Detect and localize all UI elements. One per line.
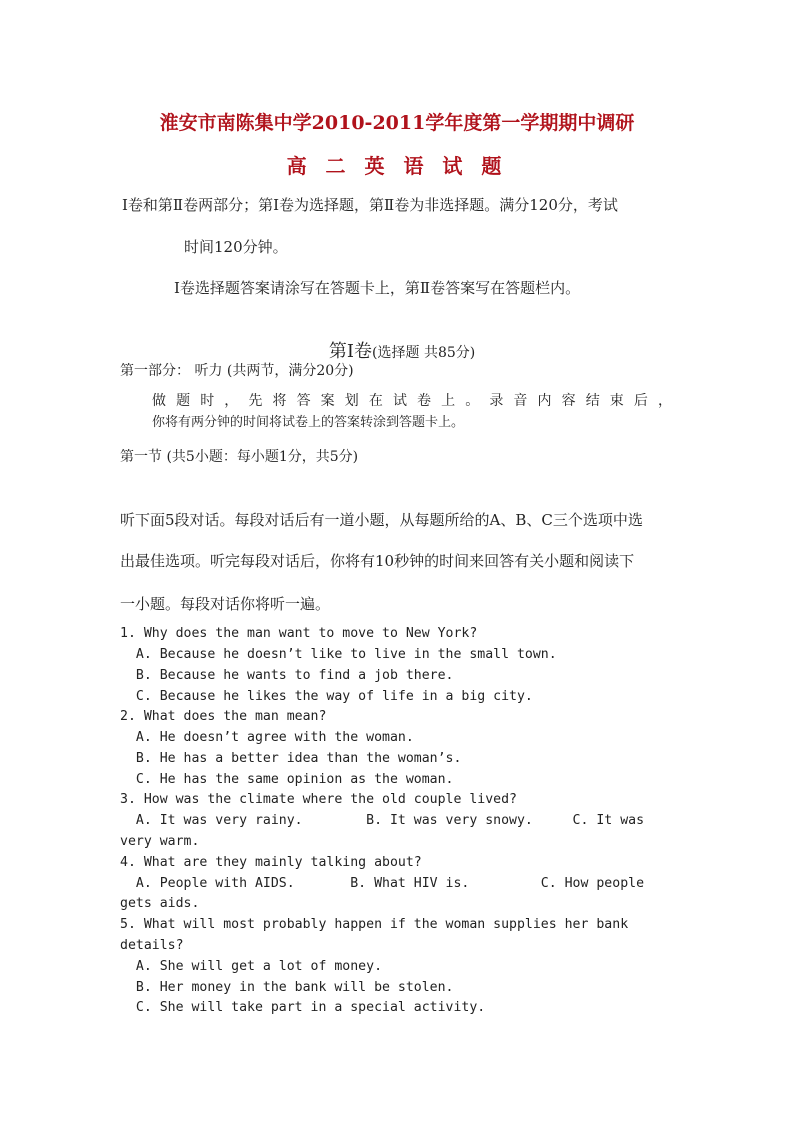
- section1-para-1: 听下面5段对话。每段对话后有一道小题，从每题所给的A、B、C三个选项中选: [120, 511, 643, 529]
- question-5-option-b: B. Her money in the bank will be stolen.: [120, 980, 454, 995]
- question-3: 3. How was the climate where the old couple lived?: [120, 792, 517, 807]
- volume-note: (选择题 共85分): [372, 345, 476, 361]
- question-3-options: A. It was very rainy. B. It was very snowy. C. It was: [120, 813, 645, 828]
- exam-subtitle: 高 二 英 语 试 题: [286, 154, 508, 178]
- section1-para-3: 一小题。每段对话你将听一遍。: [120, 595, 331, 613]
- exam-title: 淮安市南陈集中学2010-2011学年度第一学期期中调研: [159, 112, 635, 134]
- question-3-options-cont: very warm.: [120, 834, 200, 849]
- question-1-option-c: C. Because he likes the way of life in a big city.: [120, 689, 533, 704]
- question-4-options-cont: gets aids.: [120, 896, 200, 911]
- section1-para-2: 出最佳选项。听完每段对话后，你将有10秒钟的时间来回答有关小题和阅读下: [120, 552, 635, 570]
- question-5-cont: details?: [120, 938, 184, 953]
- question-2-option-c: C. He has the same opinion as the woman.: [120, 772, 454, 787]
- instruction-line-3: Ⅰ卷选择题答案请涂写在答题卡上，第Ⅱ卷答案写在答题栏内。: [174, 279, 581, 297]
- question-2-option-a: A. He doesn’t agree with the woman.: [120, 730, 414, 745]
- question-4-options: A. People with AIDS. B. What HIV is. C. How people: [120, 876, 645, 891]
- question-2: 2. What does the man mean?: [120, 709, 327, 724]
- section1-heading: 第一节 (共5小题：每小题1分，共5分): [120, 449, 359, 465]
- question-1: 1. Why does the man want to move to New York?: [120, 626, 478, 641]
- question-5-option-a: A. She will get a lot of money.: [120, 959, 383, 974]
- volume-title: 第Ⅰ卷: [328, 341, 373, 362]
- question-5: 5. What will most probably happen if the woman supplies her bank: [120, 917, 629, 932]
- volume-heading: [0, 318, 794, 363]
- question-1-option-a: A. Because he doesn’t like to live in the small town.: [120, 647, 557, 662]
- question-2-option-b: B. He has a better idea than the woman’s.: [120, 751, 462, 766]
- question-5-option-c: C. She will take part in a special activity.: [120, 1000, 486, 1015]
- question-1-option-b: B. Because he wants to find a job there.: [120, 668, 454, 683]
- part1-note-1: 做题时，先将答案划在试卷上。录音内容结束后，: [152, 393, 672, 409]
- instruction-line-1: Ⅰ卷和第Ⅱ卷两部分；第Ⅰ卷为选择题，第Ⅱ卷为非选择题。满分120分，考试: [122, 196, 618, 214]
- part1-note-2: 你将有两分钟的时间将试卷上的答案转涂到答题卡上。: [152, 415, 465, 430]
- instruction-line-2: 时间120分钟。: [184, 238, 288, 256]
- question-4: 4. What are they mainly talking about?: [120, 855, 422, 870]
- part1-heading: 第一部分： 听力 (共两节，满分20分): [120, 363, 354, 379]
